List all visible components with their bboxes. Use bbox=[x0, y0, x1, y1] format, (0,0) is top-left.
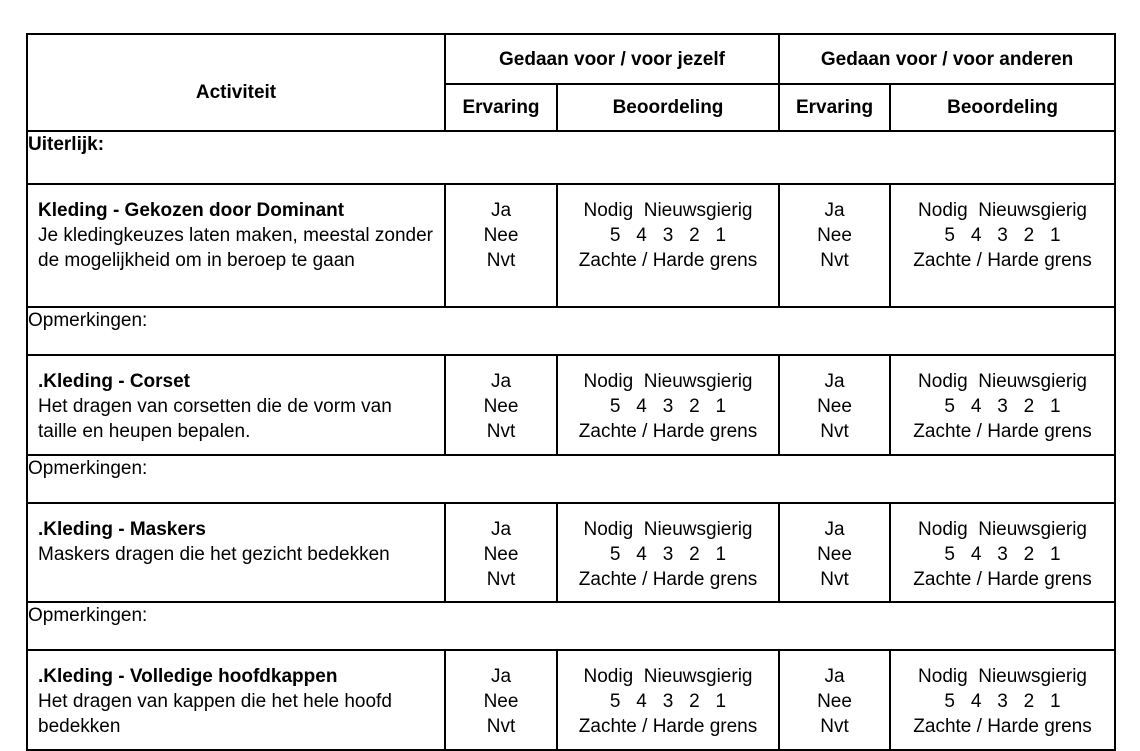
option-nvt[interactable]: Nvt bbox=[486, 569, 516, 590]
option-nvt[interactable]: Nvt bbox=[820, 250, 849, 271]
self-rating-options[interactable] bbox=[557, 503, 779, 602]
header-group-others: Gedaan voor / voor anderen bbox=[779, 34, 1115, 84]
activity-title: .Kleding - Volledige hoofdkappen bbox=[38, 666, 338, 687]
activity-row bbox=[27, 355, 1115, 455]
activity-row bbox=[27, 184, 1115, 307]
rating-scale[interactable]: 5 4 3 2 1 bbox=[609, 691, 727, 712]
rating-labels: Nodig Nieuwsgierig bbox=[583, 200, 753, 221]
limit-options[interactable]: Zachte / Harde grens bbox=[578, 569, 758, 590]
self-experience-options[interactable] bbox=[445, 503, 557, 602]
rating-scale[interactable]: 5 4 3 2 1 bbox=[944, 225, 1061, 246]
limit-options[interactable]: Zachte / Harde grens bbox=[578, 250, 758, 271]
activity-title: Kleding - Gekozen door Dominant bbox=[38, 200, 345, 221]
limit-options[interactable]: Zachte / Harde grens bbox=[913, 716, 1092, 737]
rating-labels: Nodig Nieuwsgierig bbox=[918, 666, 1087, 687]
others-rating-options[interactable] bbox=[890, 503, 1115, 602]
option-nvt[interactable]: Nvt bbox=[820, 421, 849, 442]
others-rating-options[interactable] bbox=[890, 355, 1115, 455]
others-rating-options[interactable] bbox=[890, 650, 1115, 750]
rating-scale[interactable]: 5 4 3 2 1 bbox=[944, 544, 1061, 565]
header-self-rating: Beoordeling bbox=[557, 84, 779, 131]
others-rating-options[interactable] bbox=[890, 184, 1115, 307]
rating-labels: Nodig Nieuwsgierig bbox=[583, 371, 753, 392]
others-experience-options[interactable] bbox=[779, 184, 890, 307]
option-nee[interactable]: Nee bbox=[817, 225, 852, 246]
option-ja[interactable]: Ja bbox=[824, 519, 845, 540]
remarks-field[interactable]: Opmerkingen: bbox=[27, 602, 1115, 650]
header-activity: Activiteit bbox=[27, 34, 445, 131]
rating-scale[interactable]: 5 4 3 2 1 bbox=[609, 396, 727, 417]
option-ja[interactable]: Ja bbox=[490, 519, 512, 540]
activity-cell bbox=[27, 503, 445, 602]
rating-labels: Nodig Nieuwsgierig bbox=[918, 371, 1087, 392]
rating-scale[interactable]: 5 4 3 2 1 bbox=[944, 691, 1061, 712]
remarks-field[interactable]: Opmerkingen: bbox=[27, 455, 1115, 503]
self-experience-options[interactable] bbox=[445, 184, 557, 307]
option-ja[interactable]: Ja bbox=[490, 371, 512, 392]
activity-description: Het dragen van corsetten die de vorm van taille en heupen bepalen. bbox=[38, 396, 392, 442]
option-nee[interactable]: Nee bbox=[483, 396, 519, 417]
activity-cell bbox=[27, 355, 445, 455]
limit-options[interactable]: Zachte / Harde grens bbox=[913, 421, 1092, 442]
header-others-rating: Beoordeling bbox=[890, 84, 1115, 131]
rating-scale[interactable]: 5 4 3 2 1 bbox=[609, 225, 727, 246]
activity-row bbox=[27, 503, 1115, 602]
option-nvt[interactable]: Nvt bbox=[486, 250, 516, 271]
option-nee[interactable]: Nee bbox=[483, 544, 519, 565]
header-self-experience: Ervaring bbox=[445, 84, 557, 131]
activity-cell bbox=[27, 650, 445, 750]
activity-description: Maskers dragen die het gezicht bedekken bbox=[38, 544, 390, 565]
others-experience-options[interactable] bbox=[779, 355, 890, 455]
limit-options[interactable]: Zachte / Harde grens bbox=[578, 716, 758, 737]
rating-labels: Nodig Nieuwsgierig bbox=[918, 519, 1087, 540]
self-experience-options[interactable] bbox=[445, 650, 557, 750]
others-experience-options[interactable] bbox=[779, 503, 890, 602]
self-rating-options[interactable] bbox=[557, 650, 779, 750]
header-group-self: Gedaan voor / voor jezelf bbox=[445, 34, 779, 84]
option-ja[interactable]: Ja bbox=[824, 371, 845, 392]
limit-options[interactable]: Zachte / Harde grens bbox=[578, 421, 758, 442]
self-experience-options[interactable] bbox=[445, 355, 557, 455]
option-ja[interactable]: Ja bbox=[824, 666, 845, 687]
option-nvt[interactable]: Nvt bbox=[820, 716, 849, 737]
activity-description: Je kledingkeuzes laten maken, meestal zonder de mogelijkheid om in beroep te gaan bbox=[38, 225, 434, 271]
rating-labels: Nodig Nieuwsgierig bbox=[583, 519, 753, 540]
activity-cell bbox=[27, 184, 445, 307]
option-ja[interactable]: Ja bbox=[824, 200, 845, 221]
header-others-experience: Ervaring bbox=[779, 84, 890, 131]
others-experience-options[interactable] bbox=[779, 650, 890, 750]
section-title: Uiterlijk: bbox=[27, 131, 1115, 184]
rating-labels: Nodig Nieuwsgierig bbox=[583, 666, 753, 687]
rating-labels: Nodig Nieuwsgierig bbox=[918, 200, 1087, 221]
option-nee[interactable]: Nee bbox=[817, 396, 852, 417]
rating-scale[interactable]: 5 4 3 2 1 bbox=[609, 544, 727, 565]
option-nvt[interactable]: Nvt bbox=[486, 716, 516, 737]
limit-options[interactable]: Zachte / Harde grens bbox=[913, 250, 1092, 271]
option-nee[interactable]: Nee bbox=[817, 544, 852, 565]
option-ja[interactable]: Ja bbox=[490, 200, 512, 221]
limit-options[interactable]: Zachte / Harde grens bbox=[913, 569, 1092, 590]
option-nee[interactable]: Nee bbox=[483, 225, 519, 246]
remarks-field[interactable]: Opmerkingen: bbox=[27, 307, 1115, 355]
self-rating-options[interactable] bbox=[557, 355, 779, 455]
option-nee[interactable]: Nee bbox=[817, 691, 852, 712]
activity-title: .Kleding - Corset bbox=[38, 371, 191, 392]
rating-scale[interactable]: 5 4 3 2 1 bbox=[944, 396, 1061, 417]
activity-checklist-table bbox=[26, 33, 1116, 751]
option-nvt[interactable]: Nvt bbox=[486, 421, 516, 442]
option-ja[interactable]: Ja bbox=[490, 666, 512, 687]
self-rating-options[interactable] bbox=[557, 184, 779, 307]
activity-row bbox=[27, 650, 1115, 750]
activity-title: .Kleding - Maskers bbox=[38, 519, 206, 540]
option-nvt[interactable]: Nvt bbox=[820, 569, 849, 590]
activity-description: Het dragen van kappen die het hele hoofd bedekken bbox=[38, 691, 392, 737]
option-nee[interactable]: Nee bbox=[483, 691, 519, 712]
